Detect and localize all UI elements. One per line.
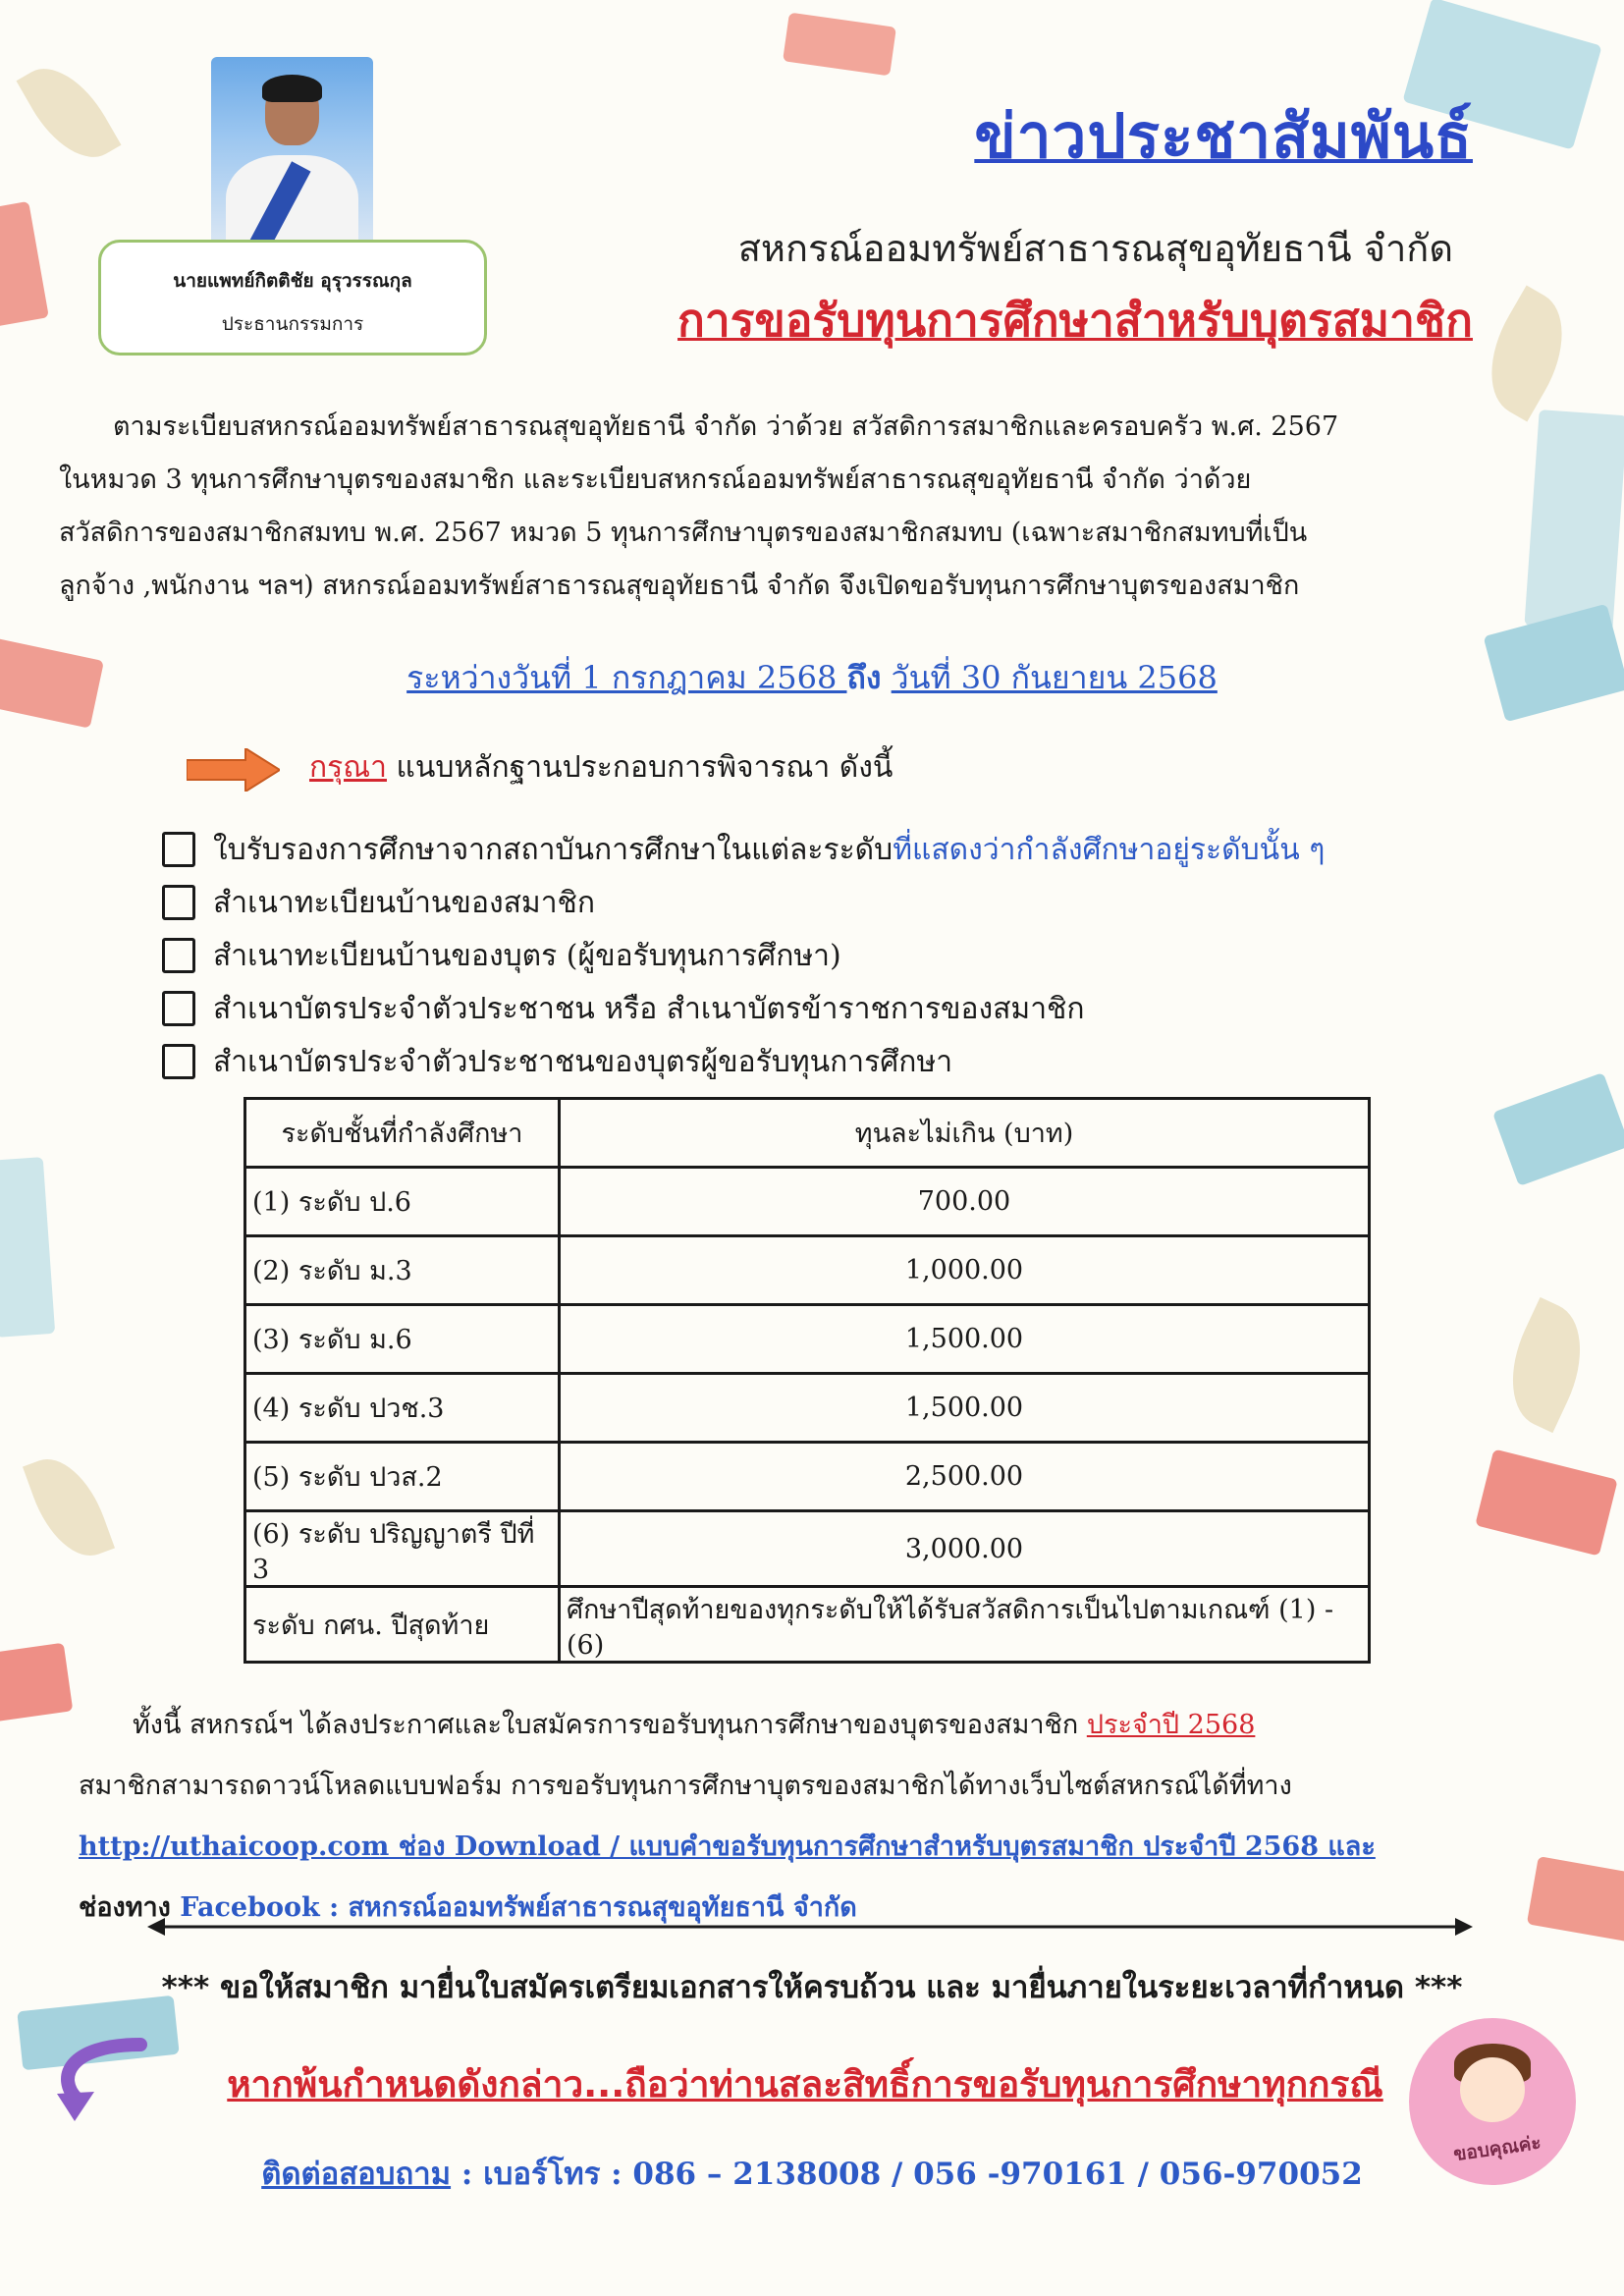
checklist-item[interactable] — [162, 929, 1325, 982]
table-row — [245, 1236, 1370, 1305]
checklist — [162, 823, 1325, 1088]
amount-cell: 1,500.00 — [560, 1374, 1370, 1443]
amount-cell: 2,500.00 — [560, 1443, 1370, 1511]
table-row — [245, 1168, 1370, 1236]
intro-line: ลูกจ้าง ,พนักงาน ฯลฯ) สหกรณ์ออมทรัพย์สาธารณสุขอุทัยธานี จำกัด จึงเปิดขอรับทุนการศึกษาบุตรของสมาชิก — [59, 571, 1300, 601]
period-end: วันที่ 30 กันยายน 2568 — [891, 659, 1218, 696]
contact-phones: : เบอร์โทร : 086 – 2138008 / 056 -970161 / 056-970052 — [451, 2157, 1363, 2192]
table-header-row — [245, 1099, 1370, 1168]
table-row — [245, 1374, 1370, 1443]
attachments-heading-text: แนบหลักฐานประกอบการพิจารณา ดังนี้ — [386, 750, 893, 785]
level-cell: (3) ระดับ ม.6 — [245, 1305, 560, 1374]
level-cell: (2) ระดับ ม.3 — [245, 1236, 560, 1305]
checklist-item[interactable] — [162, 823, 1325, 876]
intro-line: สวัสดิการของสมาชิกสมทบ พ.ศ. 2567 หมวด 5 ทุนการศึกษาบุตรของสมาชิกสมทบ (เฉพาะสมาชิกสมทบที่เป็น — [59, 518, 1308, 548]
checkbox-icon[interactable] — [162, 991, 195, 1026]
download-link[interactable]: http://uthaicoop.com ช่อง Download / แบบคำขอรับทุนการศึกษาสำหรับบุตรสมาชิก ประจำปี 2568 และ — [79, 1831, 1376, 1862]
page-subtitle: การขอรับทุนการศึกษาสำหรับบุตรสมาชิก — [677, 294, 1473, 347]
checkbox-icon[interactable] — [162, 832, 195, 867]
note-line: สมาชิกสามารถดาวน์โหลดแบบฟอร์ม การขอรับทุนการศึกษาบุตรของสมาชิกได้ทางเว็บไซต์สหกรณ์ได้ที่ทาง — [79, 1771, 1292, 1801]
chairman-photo — [211, 57, 373, 253]
checkbox-icon[interactable] — [162, 885, 195, 920]
checklist-item-text: สำเนาทะเบียนบ้านของสมาชิก — [213, 885, 596, 920]
amount-cell: 3,000.00 — [560, 1511, 1370, 1587]
org-name: สหกรณ์ออมทรัพย์สาธารณสุขอุทัยธานี จำกัด — [737, 227, 1453, 270]
intro-line: ในหมวด 3 ทุนการศึกษาบุตรของสมาชิก และระเบียบสหกรณ์ออมทรัพย์สาธารณสุขอุทัยธานี จำกัด ว่าด้วย — [59, 465, 1252, 495]
level-cell: ระดับ กศน. ปีสุดท้าย — [245, 1587, 560, 1663]
warning-text: *** ขอให้สมาชิก มายื่นใบสมัครเตรียมเอกสารให้ครบถ้วน และ มายื่นภายในระยะเวลาที่กำหนด *** — [161, 1970, 1463, 2005]
checklist-item[interactable] — [162, 982, 1325, 1035]
amount-cell: 700.00 — [560, 1168, 1370, 1236]
download-note — [79, 1695, 1473, 1939]
chairman-caption — [98, 240, 487, 355]
amount-cell: 1,500.00 — [560, 1305, 1370, 1374]
table-row — [245, 1587, 1370, 1663]
curved-arrow-icon — [47, 2035, 155, 2123]
level-cell: (5) ระดับ ปวส.2 — [245, 1443, 560, 1511]
checkbox-icon[interactable] — [162, 1044, 195, 1079]
checkbox-icon[interactable] — [162, 938, 195, 973]
level-cell: (1) ระดับ ป.6 — [245, 1168, 560, 1236]
checklist-item-text: สำเนาทะเบียนบ้านของบุตร (ผู้ขอรับทุนการศึกษา) — [213, 938, 841, 973]
column-header: ทุนละไม่เกิน (บาท) — [560, 1099, 1370, 1168]
please-label: กรุณา — [309, 750, 387, 785]
scholarship-table — [244, 1097, 1371, 1664]
chairman-name: นายแพทย์กิตติชัย อุรุวรรณกุล — [173, 270, 412, 292]
facebook-link[interactable]: Facebook : สหกรณ์ออมทรัพย์สาธารณสุขอุทัยธานี จำกัด — [180, 1892, 857, 1923]
level-cell: (6) ระดับ ปริญญาตรี ปีที่ 3 — [245, 1511, 560, 1587]
checklist-item[interactable] — [162, 1035, 1325, 1088]
checklist-item-text: ใบรับรองการศึกษาจากสถาบันการศึกษาในแต่ละระดับ — [213, 832, 893, 867]
note-line: ทั้งนี้ สหกรณ์ฯ ได้ลงประกาศและใบสมัครการขอรับทุนการศึกษาของบุตรของสมาชิก — [133, 1710, 1087, 1740]
period-connector: ถึง — [846, 659, 882, 696]
level-cell: (4) ระดับ ปวช.3 — [245, 1374, 560, 1443]
checklist-item-text: สำเนาบัตรประจำตัวประชาชน หรือ สำเนาบัตรข้าราชการของสมาชิก — [213, 991, 1085, 1026]
application-period — [0, 653, 1624, 703]
arrow-right-icon — [187, 748, 280, 792]
checklist-item-text: สำเนาบัตรประจำตัวประชาชนของบุตรผู้ขอรับทุนการศึกษา — [213, 1044, 953, 1079]
table-row — [245, 1305, 1370, 1374]
checklist-item-highlight: ที่แสดงว่ากำลังศึกษาอยู่ระดับนั้น ๆ — [893, 832, 1326, 867]
contact-label: ติดต่อสอบถาม — [261, 2157, 452, 2192]
period-start: ระหว่างวันที่ 1 กรกฎาคม 2568 — [406, 659, 847, 696]
table-row — [245, 1511, 1370, 1587]
double-arrow-divider — [147, 1915, 1473, 1939]
sticker-text: ขอบคุณค่ะ — [1452, 2131, 1543, 2166]
page-title: ข่าวประชาสัมพันธ์ — [974, 100, 1473, 172]
attachments-heading — [309, 744, 893, 791]
amount-cell: 1,000.00 — [560, 1236, 1370, 1305]
contact-info — [0, 2149, 1624, 2198]
channel-label: ช่องทาง — [79, 1892, 181, 1923]
checklist-item[interactable] — [162, 876, 1325, 929]
intro-line: ตามระเบียบสหกรณ์ออมทรัพย์สาธารณสุขอุทัยธานี จำกัด ว่าด้วย สวัสดิการสมาชิกและครอบครัว พ.ศ. 2567 — [113, 411, 1339, 442]
intro-paragraph — [59, 401, 1512, 613]
deadline-text: หากพ้นกำหนดดังกล่าว...ถือว่าท่านสละสิทธิ์การขอรับทุนการศึกษาทุกกรณี — [227, 2063, 1383, 2105]
note-year: ประจำปี 2568 — [1086, 1710, 1256, 1740]
chairman-title: ประธานกรรมการ — [221, 313, 364, 335]
table-row — [245, 1443, 1370, 1511]
amount-cell: ศึกษาปีสุดท้ายของทุกระดับให้ได้รับสวัสดิการเป็นไปตามเกณฑ์ (1) - (6) — [560, 1587, 1370, 1663]
column-header: ระดับชั้นที่กำลังศึกษา — [245, 1099, 560, 1168]
